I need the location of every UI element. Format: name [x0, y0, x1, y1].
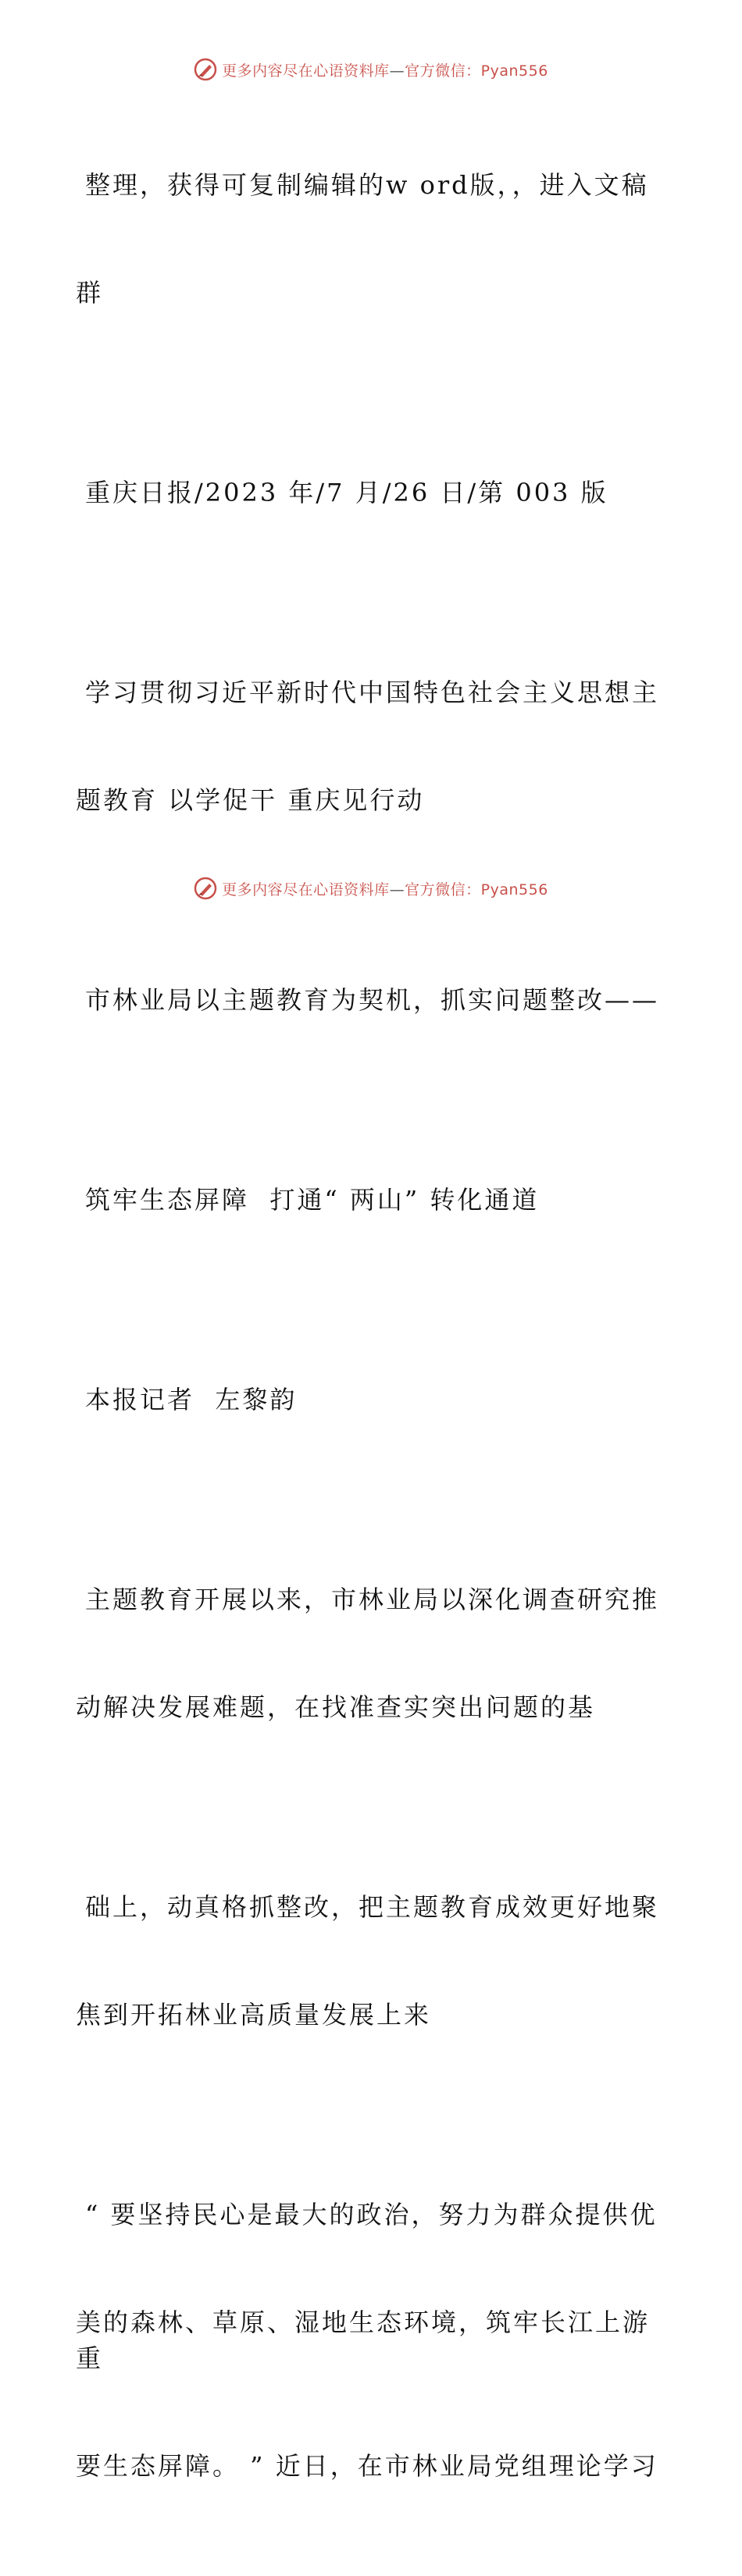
- watermark-main: 更多内容尽在心语资料库: [222, 62, 390, 80]
- paragraph-line: 要生态屏障。 ” 近日，在市林业局党组理论学习: [76, 2451, 658, 2481]
- paragraph-line: 美的森林、草原、湿地生态环境，筑牢长江上游重: [76, 2307, 651, 2373]
- watermark-account: 官方微信：Pyan556: [405, 881, 548, 898]
- watermark-sep: —: [389, 62, 405, 80]
- footer-watermark: [0, 877, 742, 900]
- paragraph-line: 重庆日报/2023 年/7 月/26 日/第 003 版: [85, 478, 608, 507]
- paragraph-line: 群: [76, 278, 104, 308]
- paragraph-source: [76, 403, 669, 582]
- document-body: [76, 95, 669, 2576]
- watermark-sep: —: [389, 881, 405, 898]
- watermark-account: 官方微信：Pyan556: [405, 62, 548, 80]
- watermark-text: [222, 878, 548, 899]
- paragraph-kicker: [76, 910, 669, 1090]
- paragraph-headline: [76, 1110, 669, 1290]
- pen-logo-icon: [194, 58, 217, 81]
- paragraph-line: 动解决发展难题，在找准查实突出问题的基: [76, 1692, 596, 1722]
- paragraph-line: 本报记者 左黎韵: [85, 1385, 298, 1414]
- paragraph-line: 础上，动真格抓整改，把主题教育成效更好地聚: [85, 1892, 660, 1922]
- paragraph-line: 题教育 以学促干 重庆见行动: [76, 785, 425, 815]
- paragraph-intro: [76, 95, 669, 382]
- paragraph-byline: [76, 1310, 669, 1489]
- paragraph-line: 筑牢生态屏障 打通“ 两山” 转化通道: [85, 1185, 540, 1215]
- paragraph-line: “ 要坚持民心是最大的政治，努力为群众提供优: [85, 2200, 658, 2229]
- pen-logo-icon: [194, 877, 217, 900]
- paragraph-body-2: [76, 1817, 669, 2105]
- paragraph-line: 整理，获得可复制编辑的w ord版，，进入文稿: [85, 170, 649, 200]
- paragraph-line: 焦到开拓林业高质量发展上来: [76, 2000, 432, 2030]
- watermark-text: [222, 59, 548, 80]
- paragraph-body-3: [76, 2125, 669, 2556]
- watermark-main: 更多内容尽在心语资料库: [222, 881, 390, 898]
- paragraph-body-1: [76, 1510, 669, 1797]
- paragraph-line: 主题教育开展以来，市林业局以深化调查研究推: [85, 1585, 660, 1614]
- paragraph-column: [76, 603, 669, 890]
- paragraph-line: 市林业局以主题教育为契机，抓实问题整改——: [85, 985, 660, 1015]
- paragraph-line: 学习贯彻习近平新时代中国特色社会主义思想主: [85, 678, 660, 707]
- header-watermark: [0, 58, 742, 81]
